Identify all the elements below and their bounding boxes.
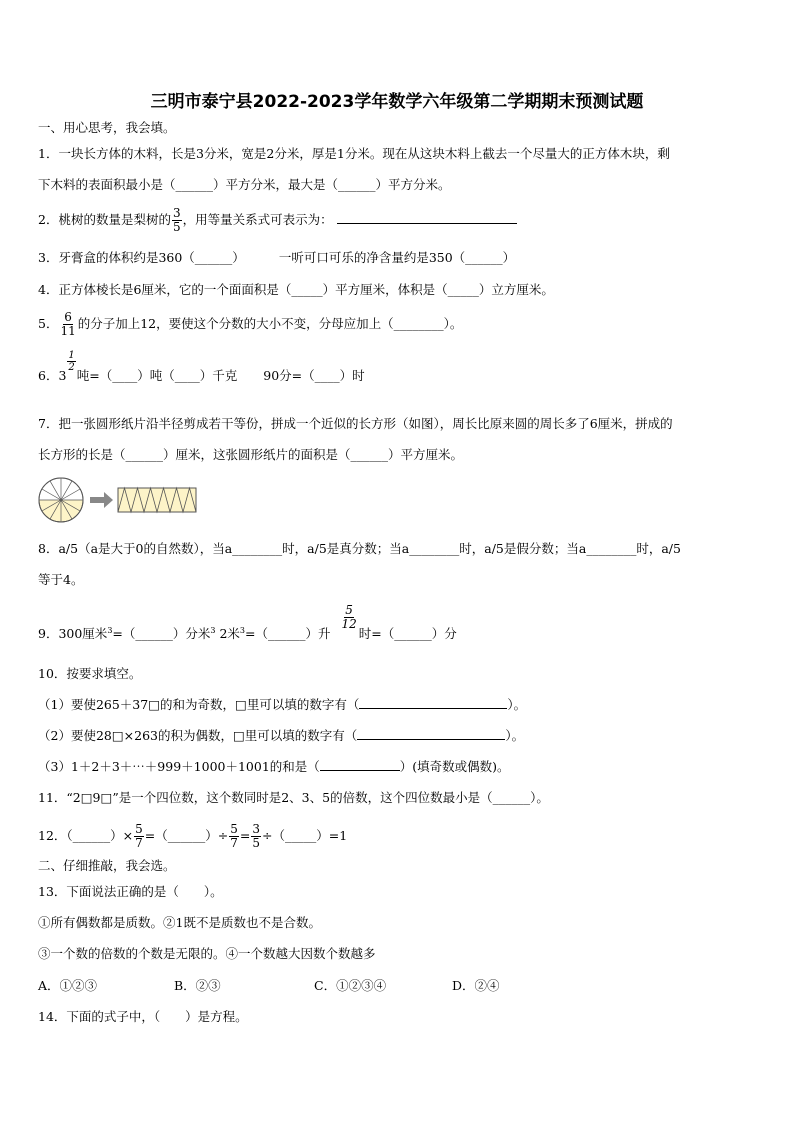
q13-option-b[interactable]: B．②③ — [174, 978, 221, 993]
q5-text: 的分子加上12，要使这个分数的大小不变，分母应加上（________）。 — [77, 316, 463, 331]
q9-part-d: =（______）升 — [245, 626, 331, 642]
q10-p3-blank[interactable] — [320, 758, 400, 771]
q13-heading: 13．下面说法正确的是（ ）。 — [38, 884, 223, 899]
q12-f3-numerator: 3 — [252, 822, 260, 836]
q12 — [38, 818, 347, 854]
rectangle-shape — [118, 488, 196, 512]
page-title: 三明市泰宁县2022-2023学年数学六年级第二学期期末预测试题 — [150, 92, 644, 112]
q2-text-after: ，用等量关系式可表示为： — [182, 212, 333, 227]
q9-denominator: 12 — [341, 617, 357, 631]
section-2-heading: 二、仔细推敲，我会选。 — [38, 858, 176, 873]
arrow-icon — [90, 492, 113, 508]
q8-line1: 8．a/5（a是大于0的自然数），当a________时，a/5是真分数；当a________时，a/5是假分数；当a________时，a/5 — [38, 541, 681, 556]
q4: 4．正方体棱长是6厘米，它的一个面面积是（_____）平方厘米，体积是（_____）立方厘米。 — [38, 282, 554, 297]
q1-line2: 下木料的表面积最小是（______）平方分米，最大是（______）平方分米。 — [38, 177, 451, 192]
q2-denominator: 5 — [172, 220, 181, 234]
q5-denominator: 11 — [60, 324, 76, 338]
q9-numerator: 5 — [345, 603, 353, 617]
q12-part-b: =（______）÷ — [144, 828, 229, 843]
q14: 14．下面的式子中，（ ）是方程。 — [38, 1009, 248, 1024]
q6-part-b: 90分=（____）时 — [263, 368, 365, 383]
q10-p1-text: （1）要使265＋37□的和为奇数，□里可以填的数字有（ — [38, 697, 360, 712]
q9-part-c: 2米 — [219, 626, 240, 642]
q13-statement-2: ③一个数的倍数的个数是无限的。④一个数越大因数个数越多 — [38, 946, 376, 961]
q9 — [38, 603, 457, 659]
q1-line1: 1．一块长方体的木料，长是3分米，宽是2分米，厚是1分米。现在从这块木料上截去一个尽量大的正方体木块，剩 — [38, 146, 670, 161]
q12-fraction-2 — [229, 823, 239, 850]
q10-p2-blank[interactable] — [357, 727, 505, 740]
q10-part-1 — [38, 696, 526, 714]
q12-f3-denominator: 5 — [252, 836, 260, 850]
q8-line2: 等于4。 — [38, 572, 84, 587]
q2-numerator: 3 — [172, 206, 181, 220]
q2 — [38, 205, 517, 235]
q9-part-e: 时=（______）分 — [358, 626, 457, 642]
q12-fraction-3 — [251, 823, 261, 850]
q2-text: 2．桃树的数量是梨树的 — [38, 212, 171, 227]
q5 — [38, 308, 462, 340]
q6-label: 6．3 — [38, 368, 67, 383]
q12-f1-denominator: 7 — [135, 836, 143, 850]
q12-f2-numerator: 5 — [230, 822, 238, 836]
q13-statement-1: ①所有偶数都是质数。②1既不是质数也不是合数。 — [38, 915, 321, 930]
q10-p1-close: ）。 — [507, 697, 527, 712]
q6-denominator: 2 — [68, 362, 75, 373]
q13-options — [38, 977, 500, 995]
q10-part-2 — [38, 727, 524, 745]
q13-option-c[interactable]: C．①②③④ — [314, 978, 387, 993]
q9-part-a: 9．300厘米 — [38, 626, 108, 642]
q10-heading: 10．按要求填空。 — [38, 666, 142, 681]
q10-p3-text: （3）1＋2＋3＋⋯＋999＋1000＋1001的和是（ — [38, 759, 320, 774]
q12-fraction-1 — [134, 823, 144, 850]
q6-numerator: 1 — [68, 350, 75, 361]
q12-f1-numerator: 5 — [135, 822, 143, 836]
q11: 11．“2□9□”是一个四位数，这个数同时是2、3、5的倍数，这个四位数最小是（______）。 — [38, 790, 549, 805]
q10-p2-text: （2）要使28□×263的积为偶数，□里可以填的数字有（ — [38, 728, 358, 743]
q12-equals: = — [239, 828, 251, 843]
q3-part-b: 一听可口可乐的净含量约是350（______） — [278, 250, 516, 265]
q6-fraction — [67, 350, 75, 373]
q3-part-a: 3．牙膏盒的体积约是360（______） — [38, 250, 245, 265]
q13-option-a[interactable]: A．①②③ — [38, 978, 98, 993]
q5-fraction — [59, 311, 76, 338]
q9-part-b: =（______）分米 — [112, 626, 211, 642]
q5-numerator: 6 — [64, 310, 72, 324]
q12-f2-denominator: 7 — [230, 836, 238, 850]
q9-sup-1: 3 — [107, 626, 113, 635]
q10-p1-blank[interactable] — [359, 696, 507, 709]
q2-answer-blank[interactable] — [337, 211, 517, 224]
q9-sup-2: 3 — [210, 626, 216, 635]
q10-p2-close: ）。 — [505, 728, 525, 743]
q12-part-a: 12．（______）× — [38, 828, 134, 843]
q7-line1: 7．把一张圆形纸片沿半径剪成若干等份，拼成一个近似的长方形（如图），周长比原来圆的周长多了6厘米，拼成的 — [38, 416, 673, 431]
q6-part-a: 吨=（____）吨（____）千克 — [76, 368, 238, 383]
q9-fraction — [340, 604, 357, 631]
q12-part-c: ÷（_____）=1 — [262, 828, 348, 843]
q3 — [38, 249, 515, 267]
circle-to-rectangle-figure — [38, 477, 198, 527]
q5-label: 5． — [38, 316, 59, 331]
section-1-heading: 一、用心思考，我会填。 — [38, 120, 176, 135]
q2-fraction — [172, 207, 182, 234]
q10-p3-tail: ）(填奇数或偶数)。 — [399, 759, 510, 774]
q9-sup-3: 3 — [239, 626, 246, 635]
circle-rectangle-illustration — [38, 477, 198, 523]
q7-line2: 长方形的长是（______）厘米，这张圆形纸片的面积是（______）平方厘米。 — [38, 447, 464, 462]
q13-option-d[interactable]: D．②④ — [452, 978, 500, 993]
q10-part-3 — [38, 758, 510, 776]
q6 — [38, 350, 365, 396]
